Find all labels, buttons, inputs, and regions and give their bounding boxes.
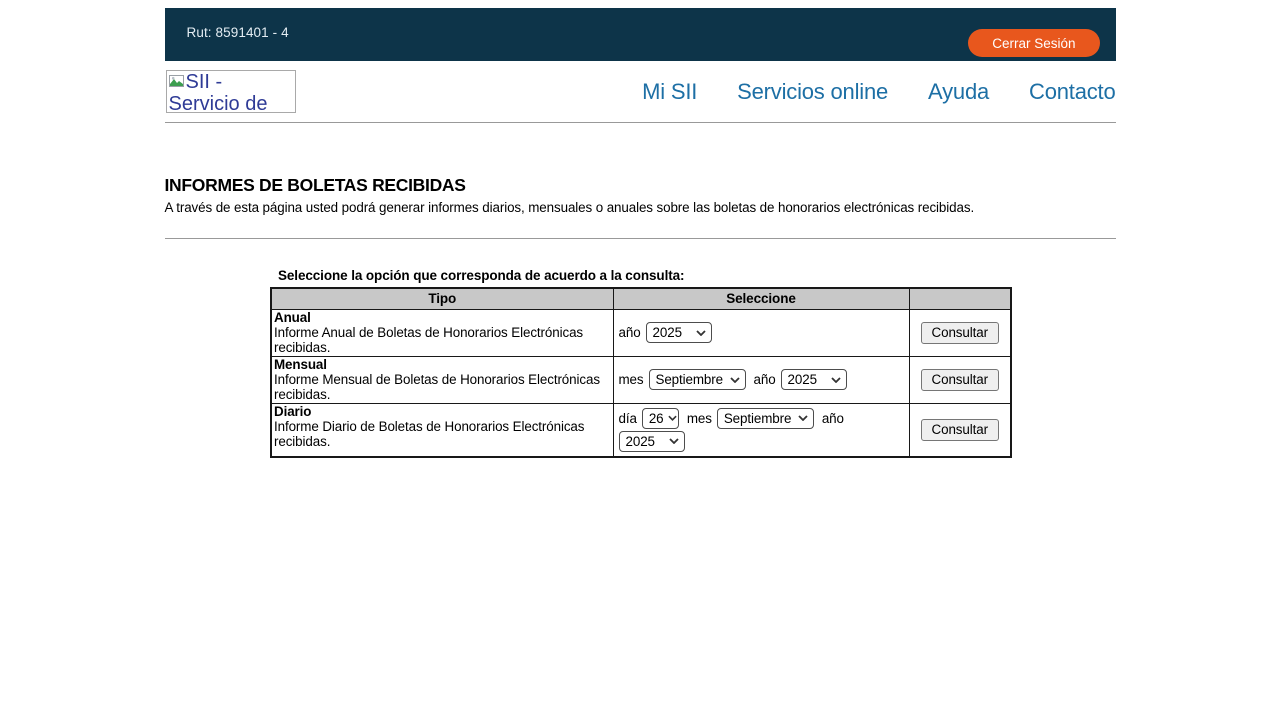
main-content	[165, 175, 1116, 458]
rut-label: Rut: 8591401 - 4	[186, 25, 289, 40]
chevron-down-icon	[831, 377, 841, 383]
diario-controls-cell	[613, 403, 909, 457]
anual-type-label: Anual	[274, 309, 311, 325]
page-container	[165, 0, 1116, 458]
mensual-year-label: año	[753, 372, 776, 387]
mensual-year-select[interactable]	[781, 369, 847, 390]
chevron-down-icon	[730, 377, 740, 383]
consulta-section	[270, 268, 1010, 458]
mensual-month-label: mes	[618, 372, 644, 387]
diario-tipo-cell	[271, 403, 613, 457]
chevron-down-icon	[669, 438, 679, 444]
table-row	[271, 309, 1011, 356]
header-seleccione: Seleccione	[613, 288, 909, 309]
anual-type-description: Informe Anual de Boletas de Honorarios Electrónicas recibidas.	[274, 325, 584, 355]
mensual-type-description: Informe Mensual de Boletas de Honorarios Electrónicas recibidas.	[274, 372, 600, 402]
broken-image-icon	[169, 75, 184, 89]
main-nav	[642, 61, 1115, 123]
anual-year-select[interactable]	[646, 322, 712, 343]
diario-action-cell	[909, 403, 1011, 457]
nav-servicios-online[interactable]: Servicios online	[737, 79, 889, 104]
anual-year-label: año	[618, 325, 641, 340]
sii-logo-broken-image[interactable]	[166, 70, 296, 113]
diario-month-label: mes	[686, 410, 712, 426]
chevron-down-icon	[668, 415, 677, 421]
mensual-month-select[interactable]	[649, 369, 746, 390]
page-title: INFORMES DE BOLETAS RECIBIDAS	[164, 175, 466, 195]
section-divider	[165, 238, 1116, 239]
mensual-tipo-cell	[271, 356, 613, 403]
mensual-year-value: 2025	[787, 372, 817, 387]
table-header-row	[271, 288, 1011, 309]
nav-mi-sii[interactable]: Mi SII	[642, 79, 698, 104]
diario-year-value: 2025	[625, 433, 655, 449]
header-empty	[909, 288, 1011, 309]
mensual-action-cell	[909, 356, 1011, 403]
diario-type-description: Informe Diario de Boletas de Honorarios Electrónicas recibidas.	[274, 419, 585, 449]
table-row	[271, 403, 1011, 457]
diario-month-value: Septiembre	[723, 410, 792, 426]
diario-type-label: Diario	[274, 403, 312, 419]
diario-consultar-button[interactable]: Consultar	[921, 419, 999, 441]
anual-action-cell	[909, 309, 1011, 356]
chevron-down-icon	[798, 415, 808, 421]
diario-day-select[interactable]	[642, 408, 679, 429]
diario-day-label: día	[618, 410, 637, 426]
mensual-month-value: Septiembre	[655, 372, 723, 387]
diario-year-select[interactable]	[619, 431, 685, 452]
diario-month-select[interactable]	[717, 408, 814, 429]
mensual-controls-cell	[613, 356, 909, 403]
report-options-table	[270, 287, 1012, 458]
site-header	[165, 61, 1116, 123]
diario-year-label: año	[821, 410, 844, 426]
mensual-type-label: Mensual	[274, 356, 327, 372]
anual-tipo-cell	[271, 309, 613, 356]
anual-year-value: 2025	[652, 325, 682, 340]
mensual-consultar-button[interactable]: Consultar	[921, 369, 999, 391]
topbar	[165, 8, 1116, 61]
chevron-down-icon	[696, 330, 706, 336]
anual-consultar-button[interactable]: Consultar	[921, 322, 999, 344]
logo-alt-text: SII - Servicio de	[168, 71, 268, 113]
table-row	[271, 356, 1011, 403]
nav-contacto[interactable]: Contacto	[1029, 79, 1116, 104]
anual-controls-cell	[613, 309, 909, 356]
page-description: A través de esta página usted podrá generar informes diarios, mensuales o anuales sobre las boletas de honorarios electrónicas recibidas.	[164, 200, 975, 215]
diario-day-value: 26	[648, 410, 664, 426]
header-tipo: Tipo	[271, 288, 613, 309]
nav-ayuda[interactable]: Ayuda	[928, 79, 990, 104]
logout-button[interactable]: Cerrar Sesión	[968, 29, 1099, 57]
table-caption: Seleccione la opción que corresponda de acuerdo a la consulta:	[278, 268, 685, 283]
